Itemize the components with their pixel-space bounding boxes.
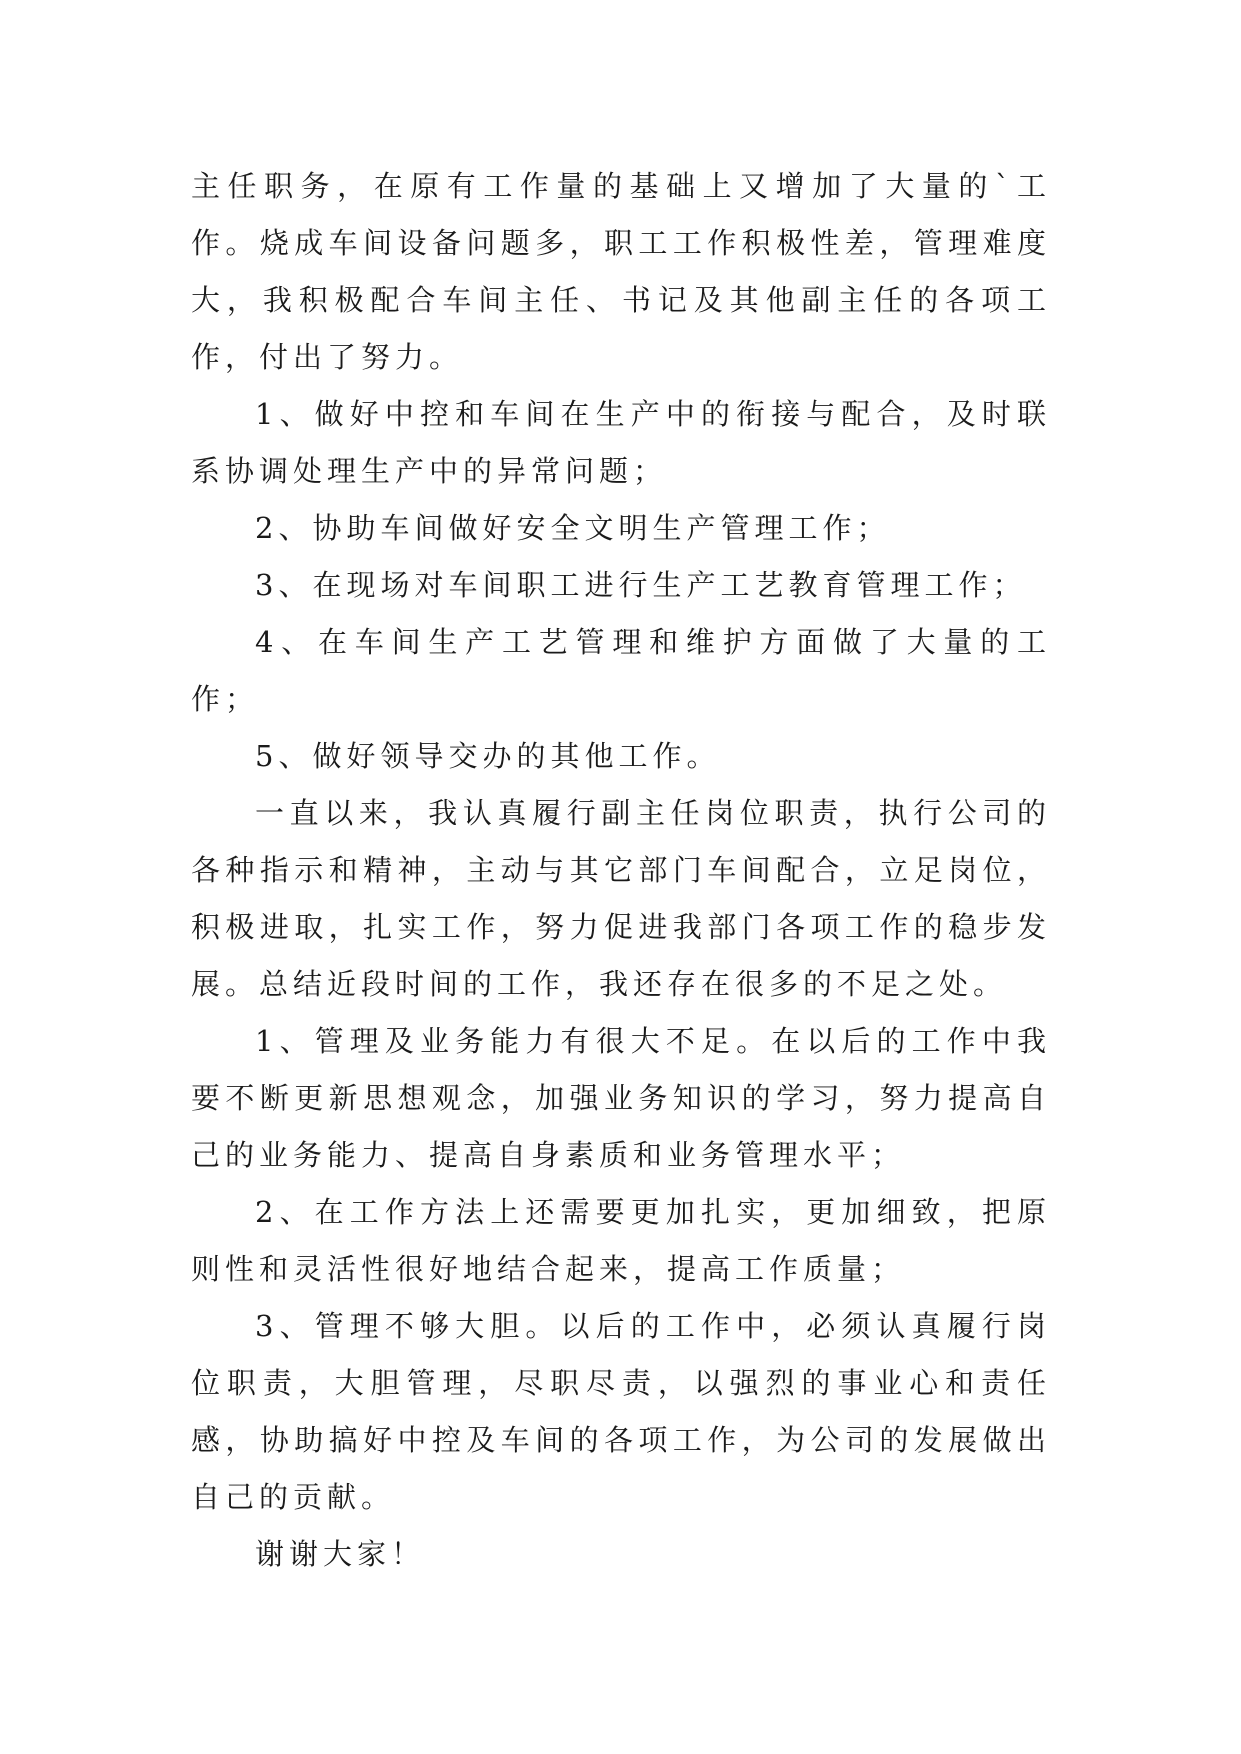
document-body [191,158,1051,1583]
paragraph-summary: 一直以来，我认真履行副主任岗位职责，执行公司的各种指示和精神，主动与其它部门车间配合，立足岗位，积极进取，扎实工作，努力促进我部门各项工作的稳步发展。总结近段时间的工作，我还存在很多的不足之处。 [191,796,1051,1001]
paragraph-duty-4: 4、在车间生产工艺管理和维护方面做了大量的工作； [191,625,1051,716]
paragraph-shortcoming-1: 1、管理及业务能力有很大不足。在以后的工作中我要不断更新思想观念，加强业务知识的学习，努力提高自己的业务能力、提高自身素质和业务管理水平； [191,1024,1051,1172]
paragraph-closing: 谢谢大家！ [255,1537,426,1571]
paragraph-duty-1: 1、做好中控和车间在生产中的衔接与配合，及时联系协调处理生产中的异常问题； [191,397,1051,488]
paragraph-shortcoming-2: 2、在工作方法上还需要更加扎实，更加细致，把原则性和灵活性很好地结合起来，提高工作质量； [191,1195,1051,1286]
paragraph-shortcoming-3: 3、管理不够大胆。以后的工作中，必须认真履行岗位职责，大胆管理，尽职尽责，以强烈的事业心和责任感，协助搞好中控及车间的各项工作，为公司的发展做出自己的贡献。 [191,1309,1051,1514]
paragraph-duty-3: 3、在现场对车间职工进行生产工艺教育管理工作； [255,568,1027,602]
paragraph-intro: 主任职务，在原有工作量的基础上又增加了大量的`工作。烧成车间设备问题多，职工工作积极性差，管理难度大，我积极配合车间主任、书记及其他副主任的各项工作，付出了努力。 [191,169,1051,374]
paragraph-duty-2: 2、协助车间做好安全文明生产管理工作； [255,511,891,545]
paragraph-duty-5: 5、做好领导交办的其他工作。 [255,739,721,773]
